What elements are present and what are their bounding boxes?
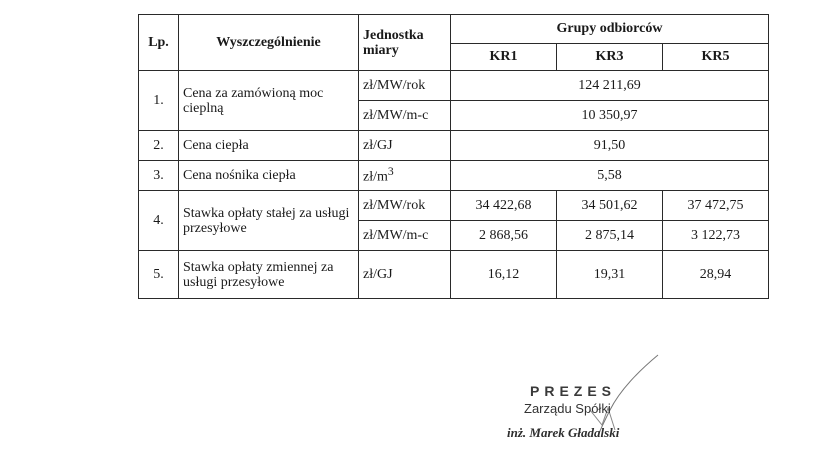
header-kr5: KR5 bbox=[663, 44, 769, 71]
row-unit: zł/MW/m-c bbox=[359, 101, 451, 131]
row-value: 10 350,97 bbox=[451, 101, 769, 131]
row-value-kr3: 34 501,62 bbox=[557, 191, 663, 221]
row-value-kr5: 28,94 bbox=[663, 251, 769, 299]
row-lp: 4. bbox=[139, 191, 179, 251]
row-value-kr5: 3 122,73 bbox=[663, 221, 769, 251]
row-lp: 5. bbox=[139, 251, 179, 299]
stamp-name: inż. Marek Gładalski bbox=[507, 425, 620, 440]
row-item: Cena za zamówioną moc cieplną bbox=[179, 71, 359, 131]
table-row bbox=[139, 161, 769, 191]
header-kr1: KR1 bbox=[451, 44, 557, 71]
table-row bbox=[139, 191, 769, 221]
table-row bbox=[139, 251, 769, 299]
row-value-kr1: 2 868,56 bbox=[451, 221, 557, 251]
row-value-kr5: 37 472,75 bbox=[663, 191, 769, 221]
stamp-subtitle: Zarządu Spółki bbox=[524, 401, 611, 416]
row-unit: $zł/m^3$ bbox=[359, 161, 451, 191]
tariff-table bbox=[138, 14, 769, 299]
row-value: 124 211,69 bbox=[451, 71, 769, 101]
row-item: Cena ciepła bbox=[179, 131, 359, 161]
row-unit: zł/MW/rok bbox=[359, 71, 451, 101]
row-lp: 3. bbox=[139, 161, 179, 191]
row-unit: zł/MW/m-c bbox=[359, 221, 451, 251]
row-value-kr3: 2 875,14 bbox=[557, 221, 663, 251]
row-item: Stawka opłaty stałej za usługi przesyłowe bbox=[179, 191, 359, 251]
row-unit: zł/GJ bbox=[359, 251, 451, 299]
row-lp: 1. bbox=[139, 71, 179, 131]
header-unit: Jednostka miary bbox=[359, 15, 451, 71]
row-value: 91,50 bbox=[451, 131, 769, 161]
header-item: Wyszczególnienie bbox=[179, 15, 359, 71]
row-item: Cena nośnika ciepła bbox=[179, 161, 359, 191]
table-row bbox=[139, 131, 769, 161]
stamp-title: PREZES bbox=[530, 383, 617, 399]
row-value: 5,58 bbox=[451, 161, 769, 191]
row-value-kr3: 19,31 bbox=[557, 251, 663, 299]
header-lp: Lp. bbox=[139, 15, 179, 71]
row-value-kr1: 16,12 bbox=[451, 251, 557, 299]
header-kr3: KR3 bbox=[557, 44, 663, 71]
table-row bbox=[139, 71, 769, 101]
row-unit: zł/GJ bbox=[359, 131, 451, 161]
row-item: Stawka opłaty zmiennej za usługi przesyłowe bbox=[179, 251, 359, 299]
header-groups: Grupy odbiorców bbox=[451, 15, 769, 44]
row-lp: 2. bbox=[139, 131, 179, 161]
row-unit: zł/MW/rok bbox=[359, 191, 451, 221]
row-value-kr1: 34 422,68 bbox=[451, 191, 557, 221]
